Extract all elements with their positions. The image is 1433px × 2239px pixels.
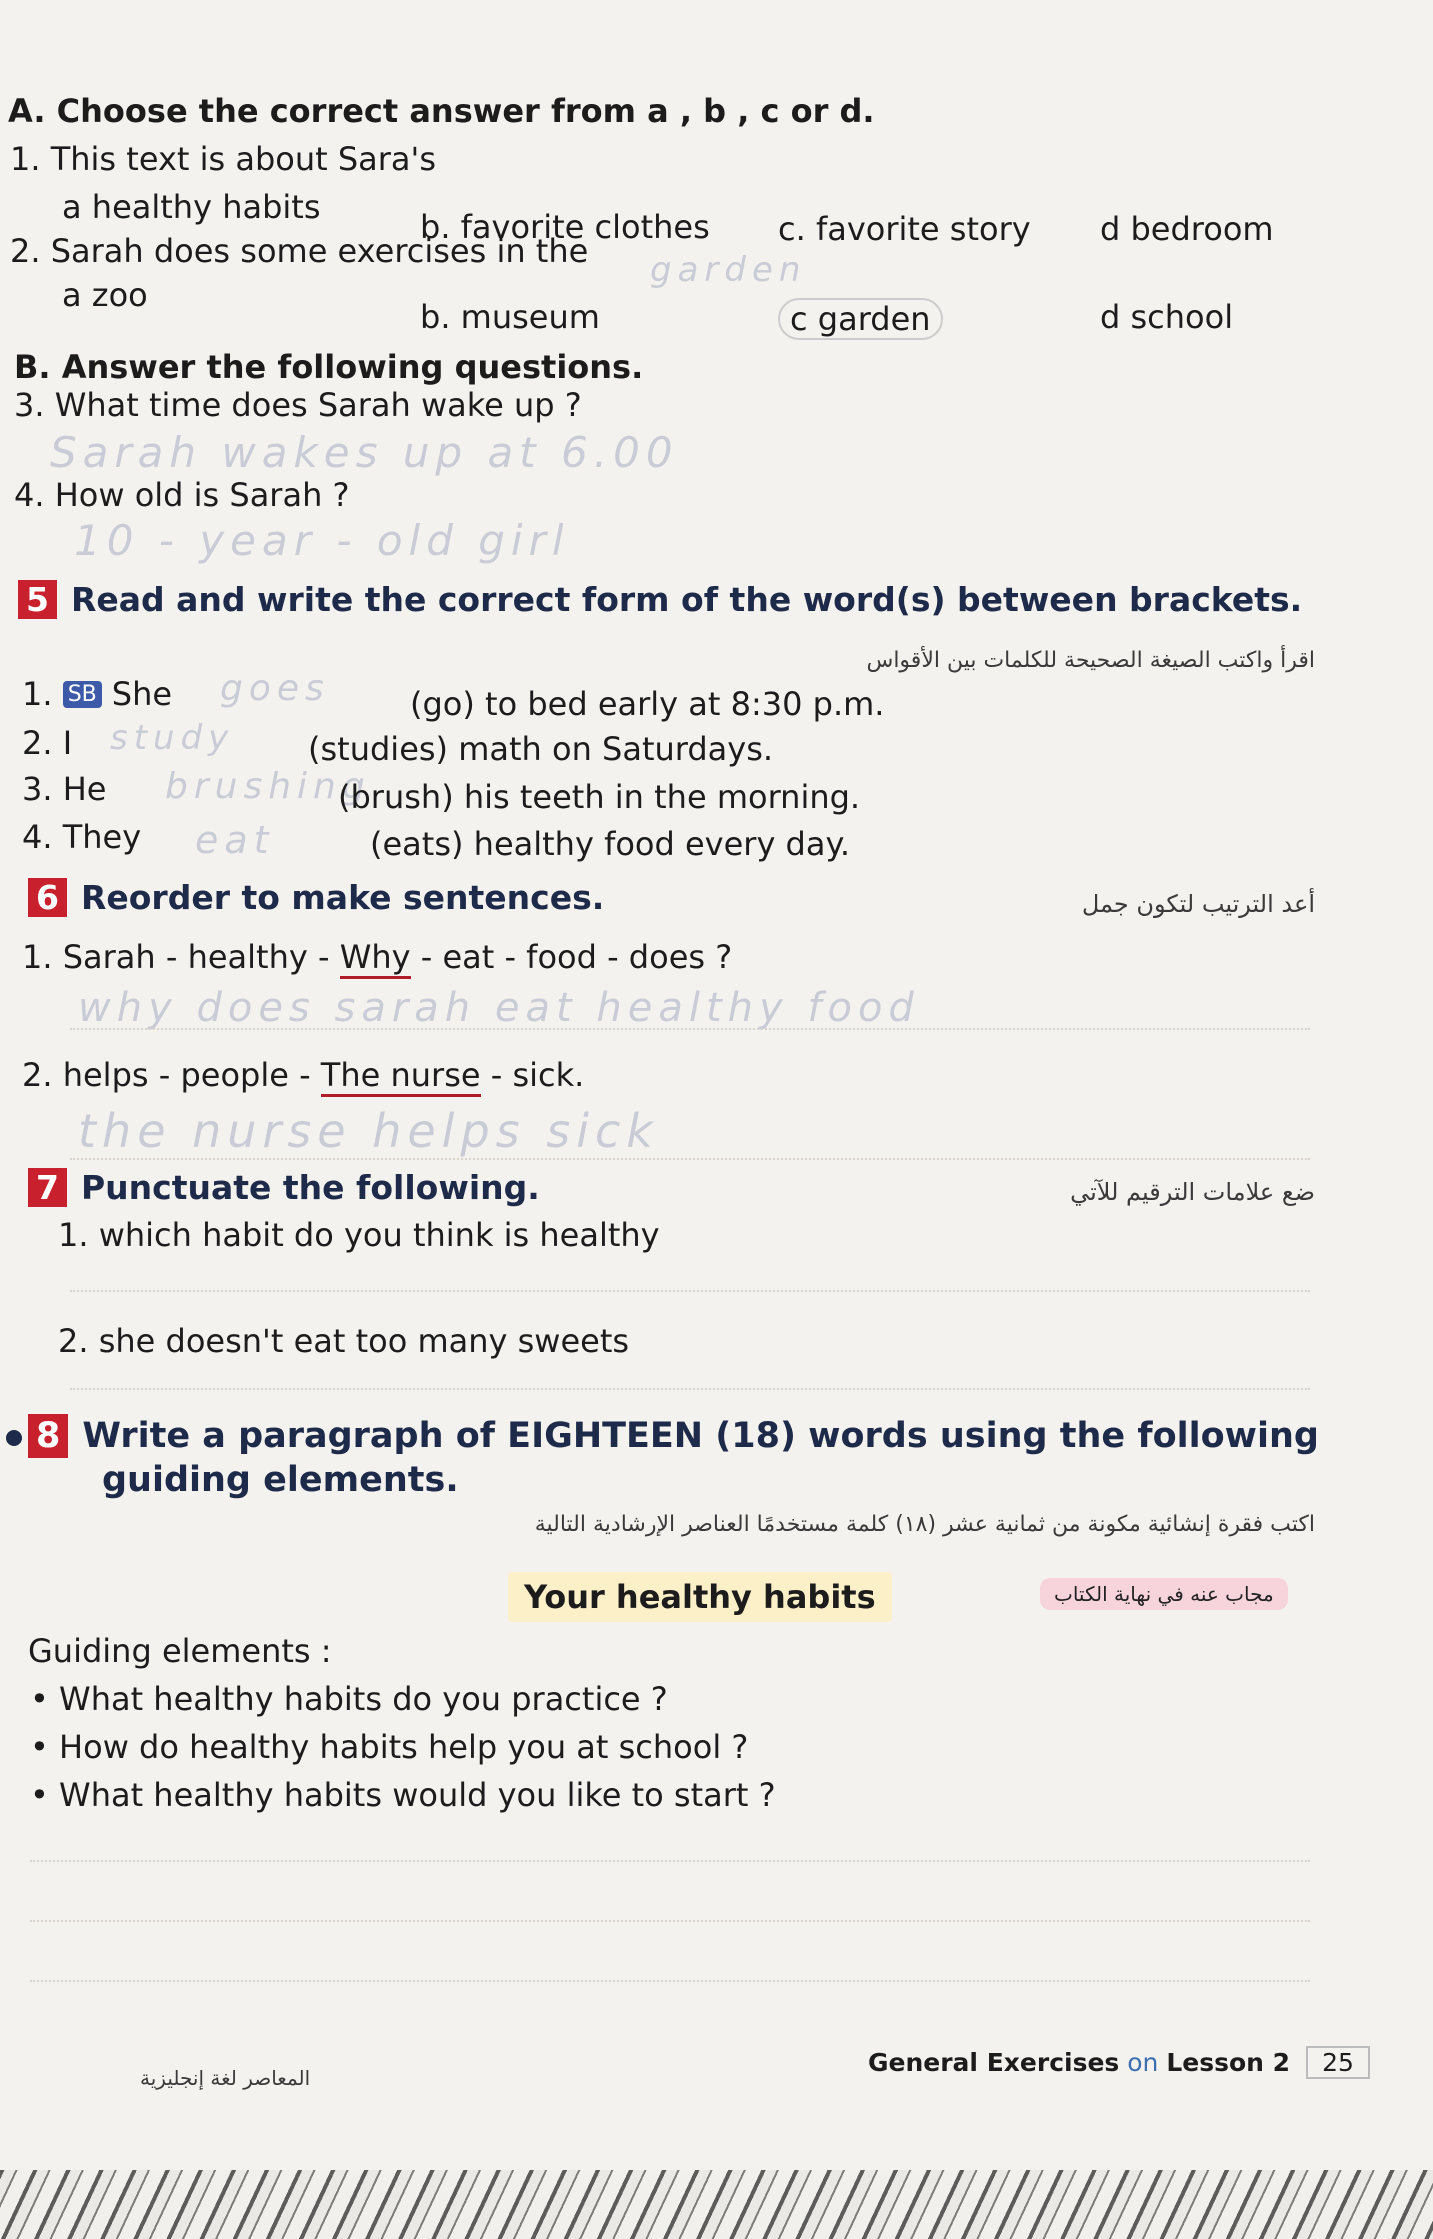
section-5-title-text: Read and write the correct form of the word(s) between brackets. bbox=[70, 580, 1303, 619]
s6-question-2 bbox=[22, 1056, 584, 1094]
question-1-text: 1. This text is about Sara's bbox=[10, 140, 436, 178]
s5-item-3-rest: (brush) his teeth in the morning. bbox=[338, 778, 861, 816]
s5-item-4-subject: They bbox=[62, 818, 142, 856]
section-8-arabic-instruction: اكتب فقرة إنشائية مكونة من ثمانية عشر (١٨) كلمة مستخدمًا العناصر الإرشادية التالية bbox=[534, 1512, 1315, 1537]
q2-option-c-circled: c garden bbox=[778, 298, 943, 340]
section-8-title bbox=[28, 1414, 1319, 1502]
q1-option-d: d bedroom bbox=[1100, 210, 1274, 248]
s5-item-1-subject: She bbox=[111, 675, 173, 713]
s6-q1-highlight: Why bbox=[340, 938, 411, 979]
s5-item-2 bbox=[22, 724, 72, 762]
q1-option-c: c. favorite story bbox=[778, 210, 1031, 248]
s5-item-2-subject: I bbox=[62, 724, 73, 762]
q1-option-b: b. favorite clothes bbox=[420, 208, 710, 246]
footer-lesson-mid: on bbox=[1119, 2048, 1167, 2077]
s6-q1-answer-line bbox=[70, 1028, 1310, 1030]
s5-item-4-rest: (eats) healthy food every day. bbox=[370, 825, 851, 863]
section-7-number: 7 bbox=[28, 1168, 67, 1207]
section-8-number: 8 bbox=[28, 1414, 68, 1458]
s5-item-1-rest: (go) to bed early at 8:30 p.m. bbox=[410, 685, 885, 723]
s6-q2-post: - sick. bbox=[480, 1056, 585, 1094]
section-6-arabic-instruction: أعد الترتيب لتكون جمل bbox=[1081, 890, 1315, 918]
section-8-title-line1: Write a paragraph of EIGHTEEN (18) words using the following bbox=[82, 1416, 1319, 1456]
s6-q1-handwriting: why does sarah eat healthy food bbox=[78, 985, 920, 1031]
q2-handwriting: garden bbox=[650, 250, 807, 290]
s5-item-1 bbox=[22, 675, 172, 713]
footer-lesson-post: Lesson 2 bbox=[1166, 2048, 1291, 2077]
part-a-heading: A. Choose the correct answer from a , b , c or d. bbox=[8, 92, 875, 130]
section-5-title bbox=[18, 580, 1302, 619]
scan-edge-strip bbox=[0, 2170, 1433, 2239]
s7-question-2: 2. she doesn't eat too many sweets bbox=[58, 1322, 630, 1360]
question-4-text: 4. How old is Sarah ? bbox=[14, 476, 350, 514]
s5-item-2-rest: (studies) math on Saturdays. bbox=[308, 730, 774, 768]
section-5-arabic-instruction: اقرأ واكتب الصيغة الصحيحة للكلمات بين الأقواس bbox=[866, 648, 1315, 673]
section-6-title bbox=[28, 878, 604, 917]
s5-item-3 bbox=[22, 770, 106, 808]
s7-q2-answer-line bbox=[70, 1388, 1310, 1390]
section-5-number: 5 bbox=[18, 580, 57, 619]
s5-item-2-num: 2. bbox=[22, 724, 53, 762]
footer-lesson-pre: General Exercises bbox=[868, 2048, 1120, 2077]
topic-label: Your healthy habits bbox=[508, 1572, 892, 1622]
guiding-bullet-2-text: How do healthy habits help you at school ? bbox=[59, 1728, 749, 1766]
guiding-elements-label: Guiding elements : bbox=[28, 1632, 332, 1670]
s5-item-2-handwriting: study bbox=[110, 718, 235, 758]
q3-handwriting: Sarah wakes up at 6.00 bbox=[50, 428, 679, 477]
s5-item-1-num: 1. bbox=[22, 675, 53, 713]
section-8-bullet-dot bbox=[6, 1430, 22, 1446]
question-3-text: 3. What time does Sarah wake up ? bbox=[14, 386, 582, 424]
s6-q2-handwriting: the nurse helps sick bbox=[78, 1104, 659, 1158]
section-7-arabic-instruction: ضع علامات الترقيم للآتي bbox=[1070, 1178, 1315, 1206]
s6-q2-highlight: The nurse bbox=[321, 1056, 481, 1097]
footer-brand: المعاصر لغة إنجليزية bbox=[140, 2066, 311, 2090]
s7-question-1: 1. which habit do you think is healthy bbox=[58, 1216, 660, 1254]
s5-item-4-num: 4. bbox=[22, 818, 53, 856]
s6-q2-pre: 2. helps - people - bbox=[22, 1056, 321, 1094]
footer-lesson bbox=[868, 2046, 1370, 2079]
paragraph-line-1 bbox=[30, 1860, 1310, 1862]
section-6-number: 6 bbox=[28, 878, 67, 917]
s6-q2-answer-line bbox=[70, 1158, 1310, 1160]
guiding-bullet-3: • What healthy habits would you like to start ? bbox=[30, 1776, 776, 1814]
guiding-bullet-3-text: What healthy habits would you like to start ? bbox=[59, 1776, 776, 1814]
q2-option-a: a zoo bbox=[62, 276, 148, 314]
guiding-bullet-2: • How do healthy habits help you at school ? bbox=[30, 1728, 749, 1766]
section-7-title-text: Punctuate the following. bbox=[80, 1168, 540, 1207]
part-b-heading: B. Answer the following questions. bbox=[14, 348, 644, 386]
question-2-text: 2. Sarah does some exercises in the bbox=[10, 232, 589, 270]
paragraph-line-3 bbox=[30, 1980, 1310, 1982]
section-8-title-line2: guiding elements. bbox=[102, 1460, 459, 1500]
s5-item-3-handwriting: brushing bbox=[165, 766, 371, 807]
s7-q1-answer-line bbox=[70, 1290, 1310, 1292]
q1-option-a: a healthy habits bbox=[62, 188, 321, 226]
s6-q1-post: - eat - food - does ? bbox=[410, 938, 733, 976]
section-7-title bbox=[28, 1168, 540, 1207]
paragraph-line-2 bbox=[30, 1920, 1310, 1922]
guiding-bullet-1-text: What healthy habits do you practice ? bbox=[59, 1680, 668, 1718]
student-book-icon: SB bbox=[63, 681, 102, 708]
guiding-bullet-1: • What healthy habits do you practice ? bbox=[30, 1680, 668, 1718]
q2-option-d: d school bbox=[1100, 298, 1234, 336]
s5-item-1-handwriting: goes bbox=[220, 668, 330, 709]
section-6-title-text: Reorder to make sentences. bbox=[80, 878, 605, 917]
s5-item-3-num: 3. bbox=[22, 770, 53, 808]
q2-option-b: b. museum bbox=[420, 298, 600, 336]
s6-q1-pre: 1. Sarah - healthy - bbox=[22, 938, 340, 976]
s5-item-4 bbox=[22, 818, 141, 856]
q4-handwriting: 10 - year - old girl bbox=[74, 516, 570, 565]
s6-question-1 bbox=[22, 938, 732, 976]
s5-item-4-handwriting: eat bbox=[195, 818, 275, 862]
s5-item-3-subject: He bbox=[62, 770, 107, 808]
page-number: 25 bbox=[1306, 2046, 1370, 2079]
answer-note-badge: مجاب عنه في نهاية الكتاب bbox=[1040, 1578, 1288, 1610]
